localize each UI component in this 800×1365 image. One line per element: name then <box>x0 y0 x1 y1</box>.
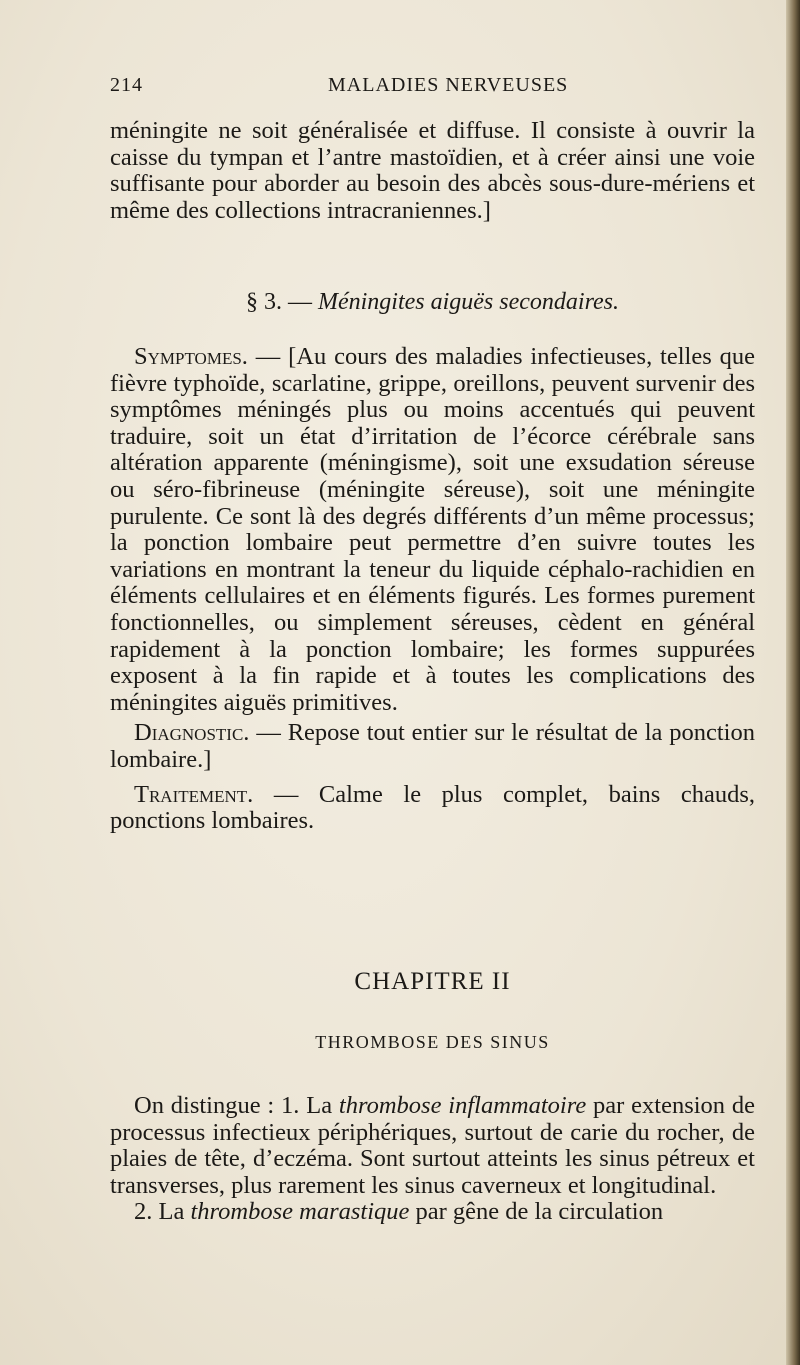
intro-paragraph: méningite ne soit généralisée et diffuse. Il consiste à ouvrir la caisse du tympan et l’antre mastoïdien, et à créer ainsi une voie suffisante pour aborder au besoin des abcès sous-dure-mériens et même des collections intracraniennes.] <box>110 117 755 224</box>
p2-end-text: par gêne de la circulation <box>409 1198 664 1226</box>
diagnostic-label: Diagnostic. <box>134 719 250 747</box>
traitement-paragraph <box>110 782 755 835</box>
diagnostic-text: — Repose tout entier sur le résultat de la ponction lombaire.] <box>110 719 755 773</box>
thrombose-paragraph-1 <box>110 1093 755 1199</box>
traitement-label: Traitement. <box>134 780 254 808</box>
intro-paragraph-block <box>110 118 755 224</box>
page-number: 214 <box>110 74 143 96</box>
symptomes-label: Symptomes. <box>134 343 248 370</box>
section-title: Méningites aiguës secondaires. <box>317 289 620 315</box>
symptomes-text: — [Au cours des maladies infectieuses, telles que fièvre typhoïde, scarlatine, grippe, oreillons, peuvent survenir des symptômes méningés plus ou moins accentués qui peuvent traduire, soit un état d’irritation de l’écorce cérébrale sans altération apparente (méningisme), soit une exsudation séreuse ou séro-fibrineuse (méningite séreuse), soit une méningite purulente. Ce sont là des degrés différents d’un même processus; la ponction lombaire peut permettre d’en suivre toutes les variations en montrant la teneur du liquide céphalo-rachidien en éléments cellulaires et en éléments figurés. Les formes purement fonctionnelles, ou simplement séreuses, cèdent en général rapidement à la ponction lombaire; les formes suppurées exposent à la fin rapide et à toutes les complications des méningites aiguës primitives. <box>110 343 755 716</box>
chapter-subtitle: THROMBOSE DES SINUS <box>315 1032 550 1052</box>
diagnostic-paragraph <box>110 720 755 773</box>
p2-start-text: 2. La <box>134 1198 191 1226</box>
traitement-text: — Calme le plus complet, bains chauds, ponctions lombaires. <box>110 780 755 835</box>
thrombose-paragraph-2 <box>110 1199 755 1226</box>
section-heading <box>110 289 755 316</box>
p1-italic-term: thrombose inflammatoire <box>338 1092 587 1119</box>
symptomes-paragraph <box>110 344 755 716</box>
p1-start-text: On distingue : 1. La <box>134 1092 339 1119</box>
thrombose-block <box>110 1093 755 1226</box>
p2-italic-term: thrombose marastique <box>190 1198 410 1226</box>
running-header <box>110 74 755 102</box>
p1-end-text: par extension de processus infectieux périphériques, surtout de carie du rocher, de plaies de tête, d’eczéma. Sont surtout atteints les sinus pétreux et transverses, plus rarement les sinus caverneux et longitudinal. <box>110 1092 755 1199</box>
symptomes-block <box>110 344 755 835</box>
chapter-title: CHAPITRE II <box>354 968 511 995</box>
page-edge-shadow <box>786 0 800 1365</box>
section-number: § 3. — <box>245 289 312 315</box>
running-title: MALADIES NERVEUSES <box>328 74 569 96</box>
